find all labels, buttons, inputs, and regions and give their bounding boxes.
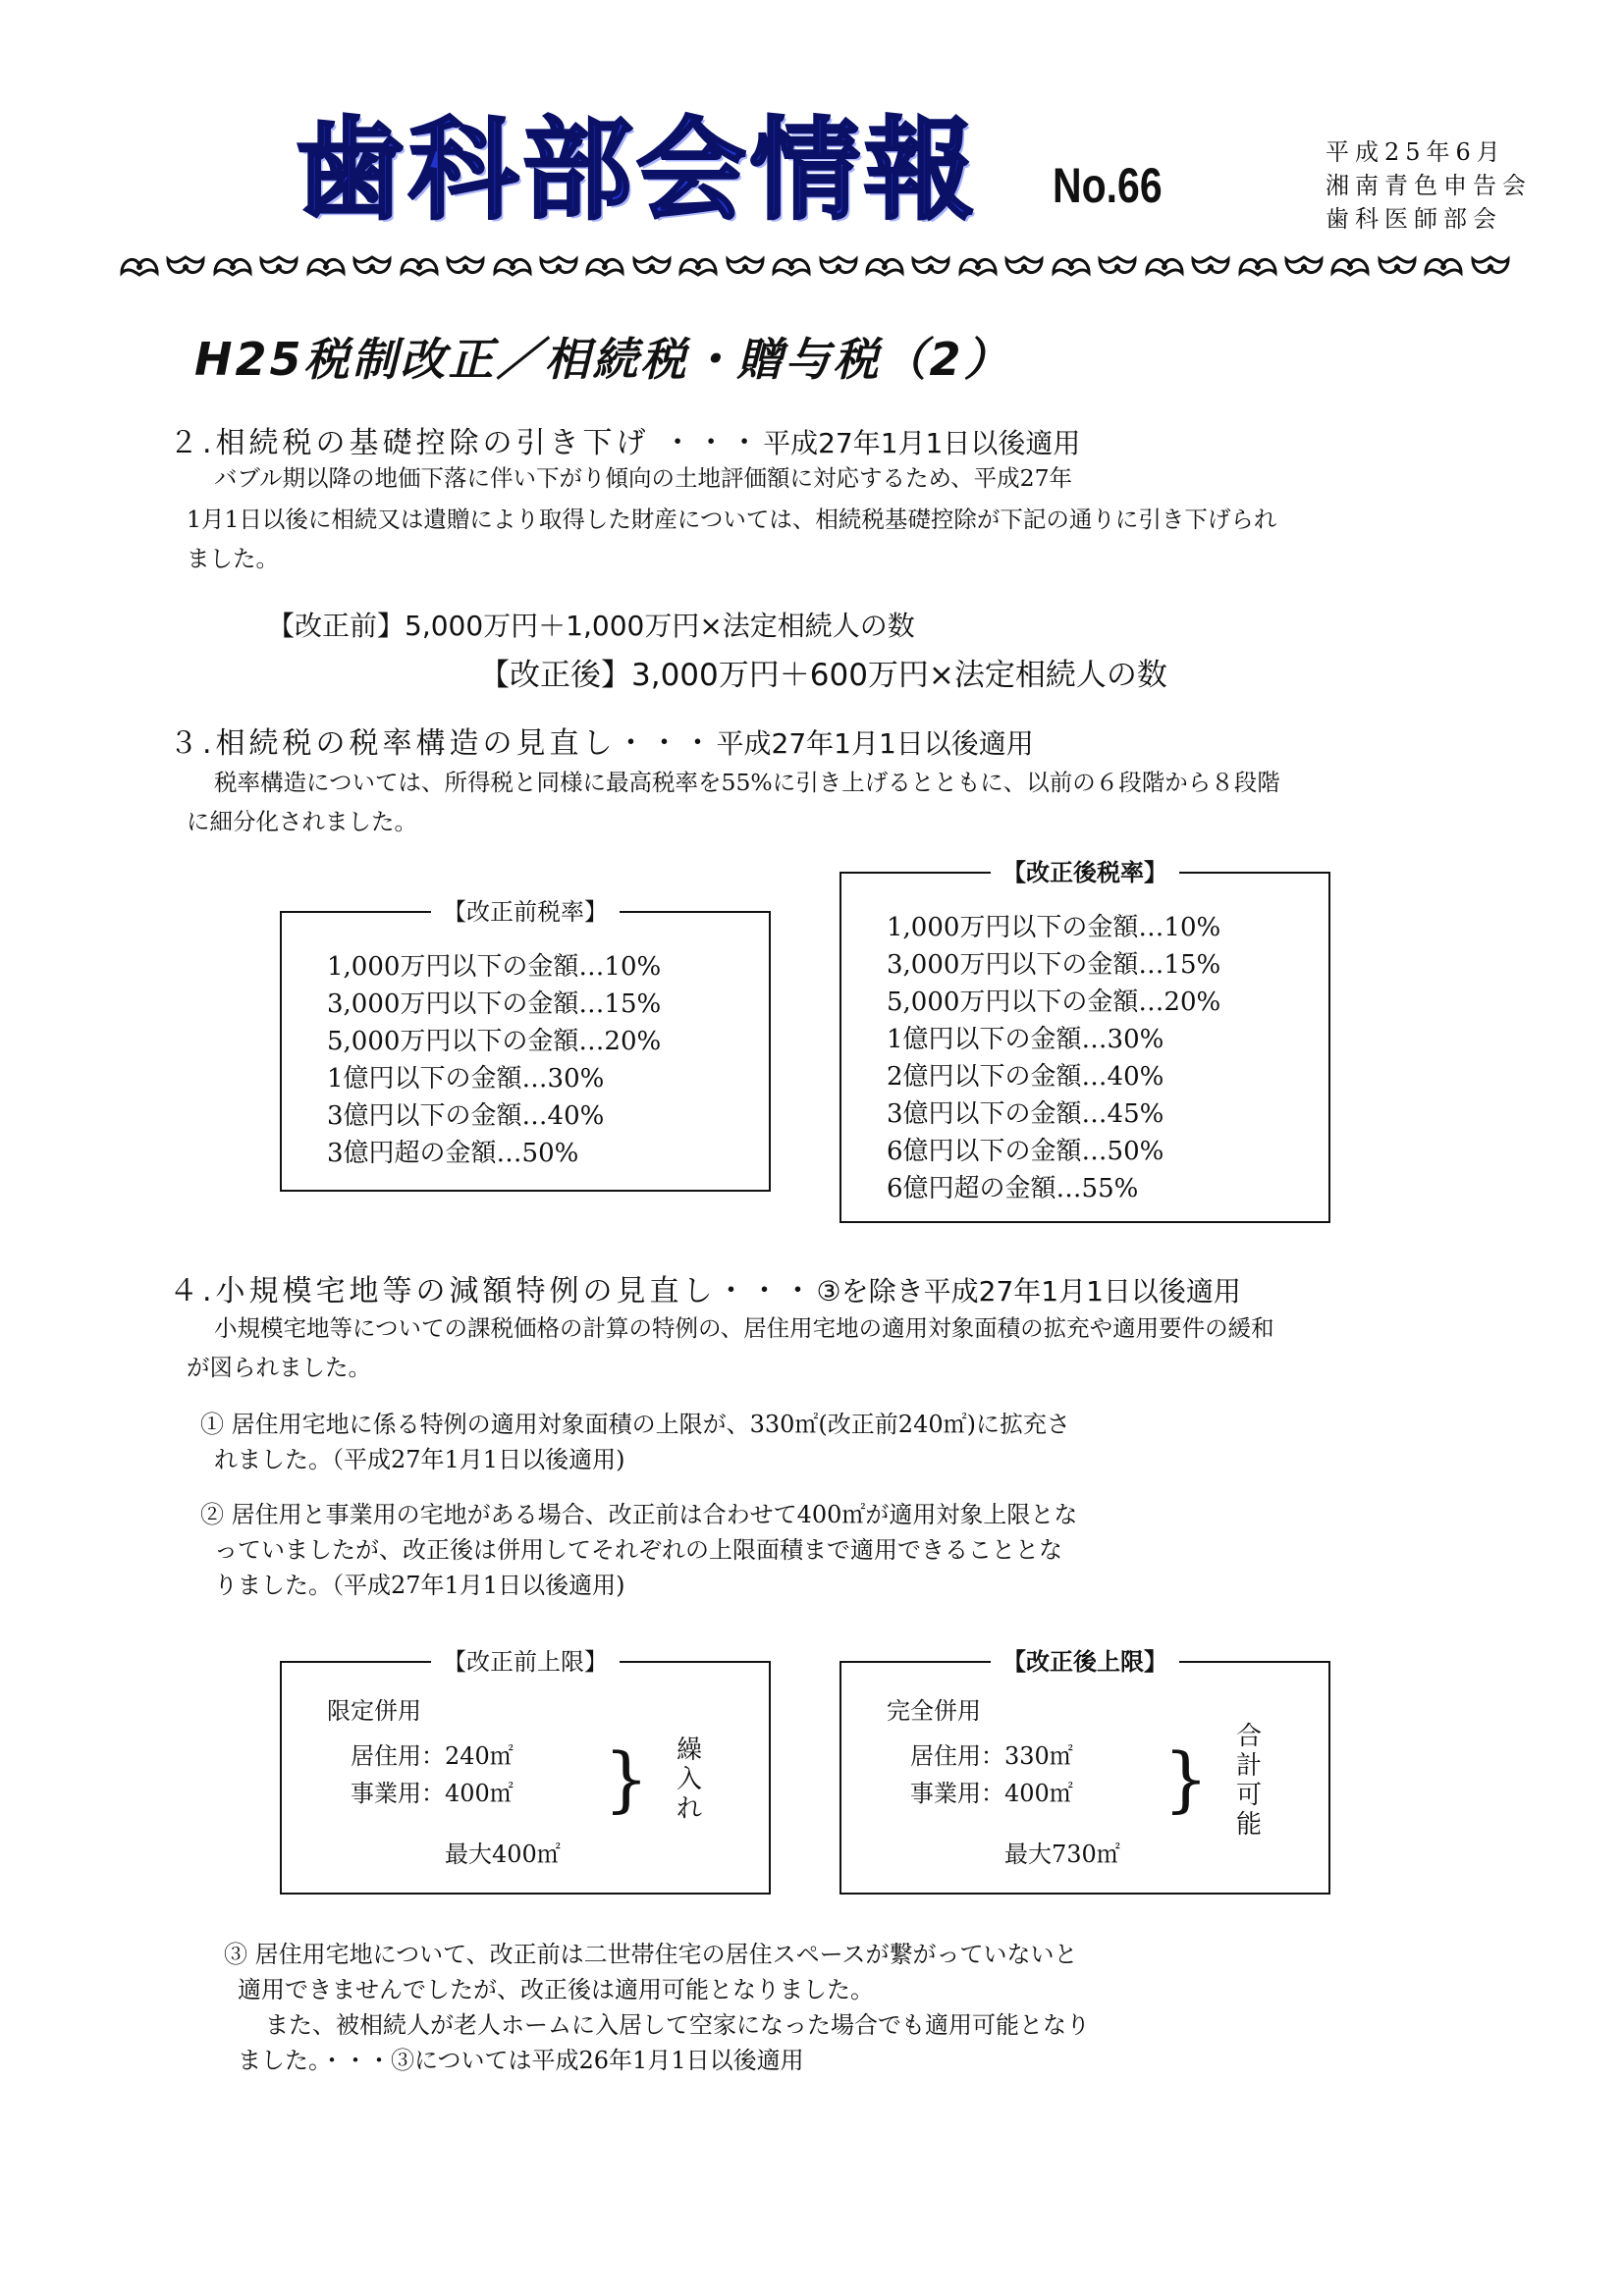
scroll-ornament-icon [1050, 251, 1093, 281]
masthead-title: 歯科部会情報 [295, 107, 978, 235]
section-4-paragraph-line-1: 小規模宅地等についての課税価格の計算の特例の、居住用宅地の適用対象面積の拡充や適用要件の緩和 [214, 1314, 1274, 1342]
scroll-ornament-icon [211, 251, 254, 281]
right-brace-icon: } [1164, 1737, 1209, 1820]
after-limit-residential: 居住用：330㎡ [910, 1742, 1073, 1770]
rate-row: 1億円以下の金額…30% [327, 1064, 605, 1094]
scroll-ornament-icon [770, 251, 813, 281]
section-3-heading-text: ３.相続税の税率構造の見直し・・・ [169, 726, 717, 761]
before-tax-rate-list [327, 948, 661, 1172]
item-3-line-1: ③ 居住用宅地について、改正前は二世帯住宅の居住スペースが繋がっていないと [224, 1941, 1078, 1968]
after-limit-note [1234, 1722, 1264, 1840]
scroll-ornament-icon [118, 251, 161, 281]
after-limit-max: 最大730㎡ [1004, 1841, 1120, 1868]
main-title: H25税制改正／相続税・贈与税（2） [194, 333, 1012, 386]
right-brace-icon: } [604, 1737, 649, 1820]
note-char: 入 [676, 1765, 702, 1794]
section-2-heading-text: ２.相続税の基礎控除の引き下げ ・・・ [169, 426, 764, 460]
section-4-heading [169, 1266, 1241, 1309]
after-tax-rate-title: 【改正後税率】 [991, 858, 1179, 886]
section-3-effective-date: 平成27年1月1日以後適用 [716, 727, 1034, 760]
rate-row: 6億円以下の金額…50% [887, 1137, 1164, 1166]
section-4-effective-date: ③を除き平成27年1月1日以後適用 [816, 1275, 1241, 1308]
scroll-ornament-icon [1002, 251, 1046, 281]
item-3-line-3: また、被相続人が老人ホームに入居して空家になった場合でも適用可能となり [265, 2011, 1090, 2039]
section-2-effective-date: 平成27年1月1日以後適用 [763, 427, 1081, 459]
scroll-ornament-icon [1189, 251, 1232, 281]
section-2-paragraph-line-2: 1月1日以後に相続又は遺贈により取得した財産については、相続税基礎控除が下記の通りに引き下げられ [187, 506, 1277, 533]
scroll-ornament-icon [1422, 251, 1465, 281]
before-tax-rate-box [280, 898, 771, 1192]
deduction-after-formula: 【改正後】3,000万円＋600万円×法定相続人の数 [479, 658, 1167, 693]
scroll-ornament-icon [817, 251, 860, 281]
scroll-ornament-icon [1469, 251, 1512, 281]
rate-row: 1,000万円以下の金額…10% [887, 913, 1221, 942]
deduction-before-formula: 【改正前】5,000万円＋1,000万円×法定相続人の数 [267, 610, 915, 642]
rate-row: 1億円以下の金額…30% [887, 1025, 1164, 1054]
publisher-association: 湘南青色申告会 [1326, 172, 1532, 199]
after-limit-title: 【改正後上限】 [991, 1647, 1179, 1676]
issue-date: 平成25年6月 [1326, 138, 1506, 166]
before-limit-residential: 居住用：240㎡ [351, 1742, 514, 1770]
section-2-paragraph-line-3: ました。 [187, 545, 279, 572]
rate-row: 3,000万円以下の金額…15% [887, 950, 1221, 980]
item-2-line-3: りました。（平成27年1月1日以後適用) [214, 1572, 625, 1599]
ornamental-border [118, 251, 1512, 287]
scroll-ornament-icon [863, 251, 906, 281]
rate-row: 3億円超の金額…50% [327, 1139, 579, 1168]
section-3-paragraph-line-1: 税率構造については、所得税と同様に最高税率を55%に引き上げるとともに、以前の６段階から８段階 [214, 769, 1280, 796]
before-limit-type: 限定併用 [327, 1697, 421, 1725]
rate-row: 1,000万円以下の金額…10% [327, 952, 662, 982]
section-4-heading-text: ４.小規模宅地等の減額特例の見直し・・・ [169, 1274, 817, 1308]
section-4-paragraph-line-2: が図られました。 [187, 1354, 371, 1381]
scroll-ornament-icon [1282, 251, 1326, 281]
note-char: 計 [1235, 1751, 1262, 1781]
publisher-block [1326, 135, 1532, 236]
note-char: 能 [1235, 1810, 1262, 1840]
item-1-line-1: ① 居住用宅地に係る特例の適用対象面積の上限が、330㎡(改正前240㎡)に拡充さ [200, 1411, 1070, 1438]
section-2-heading [169, 418, 1080, 461]
item-3-line-4: ました。・・・③については平成26年1月1日以後適用 [238, 2047, 804, 2074]
scroll-ornament-icon [583, 251, 626, 281]
scroll-ornament-icon [956, 251, 1000, 281]
item-2-line-1: ② 居住用と事業用の宅地がある場合、改正前は合わせて400㎡が適用対象上限とな [200, 1501, 1078, 1528]
scroll-ornament-icon [491, 251, 534, 281]
scroll-ornament-icon [909, 251, 952, 281]
scroll-ornament-icon [537, 251, 580, 281]
scroll-ornament-icon [1376, 251, 1419, 281]
rate-row: 6億円超の金額…55% [887, 1174, 1139, 1203]
scroll-ornament-icon [677, 251, 720, 281]
after-limit-type: 完全併用 [887, 1697, 981, 1725]
after-limit-box [839, 1647, 1330, 1895]
scroll-ornament-icon [164, 251, 207, 281]
scroll-ornament-icon [1236, 251, 1279, 281]
after-tax-rate-list [887, 909, 1220, 1207]
section-3-heading [169, 719, 1034, 762]
publisher-division: 歯科医師部会 [1326, 205, 1502, 233]
rate-row: 2億円以下の金額…40% [887, 1062, 1164, 1092]
scroll-ornament-icon [630, 251, 674, 281]
scroll-ornament-icon [724, 251, 767, 281]
item-1-line-2: れました。（平成27年1月1日以後適用) [214, 1446, 625, 1473]
after-limit-business: 事業用：400㎡ [910, 1780, 1073, 1807]
rate-row: 3億円以下の金額…40% [327, 1101, 605, 1131]
rate-row: 3億円以下の金額…45% [887, 1099, 1164, 1129]
scroll-ornament-icon [351, 251, 394, 281]
scroll-ornament-icon [1096, 251, 1139, 281]
before-limit-title: 【改正前上限】 [431, 1648, 620, 1676]
scroll-ornament-icon [444, 251, 487, 281]
rate-row: 5,000万円以下の金額…20% [327, 1027, 662, 1056]
before-limit-business: 事業用：400㎡ [351, 1780, 514, 1807]
scroll-ornament-icon [304, 251, 348, 281]
before-limit-note [675, 1735, 704, 1824]
scroll-ornament-icon [1143, 251, 1186, 281]
rate-row: 5,000万円以下の金額…20% [887, 988, 1221, 1017]
section-3-paragraph-line-2: に細分化されました。 [187, 808, 417, 835]
note-char: 繰 [676, 1735, 702, 1765]
note-char: れ [676, 1794, 702, 1824]
scroll-ornament-icon [1328, 251, 1372, 281]
before-limit-box [280, 1648, 771, 1895]
section-2-paragraph-line-1: バブル期以降の地価下落に伴い下がり傾向の土地評価額に対応するため、平成27年 [214, 464, 1073, 492]
item-3-line-2: 適用できませんでしたが、改正後は適用可能となりました。 [238, 1976, 874, 2003]
item-2-line-2: っていましたが、改正後は併用してそれぞれの上限面積まで適用できることとな [214, 1536, 1062, 1564]
before-tax-rate-title: 【改正前税率】 [431, 898, 620, 926]
issue-number: No.66 [1053, 158, 1163, 213]
scroll-ornament-icon [398, 251, 441, 281]
before-limit-max: 最大400㎡ [445, 1841, 561, 1868]
after-tax-rate-box [839, 858, 1330, 1223]
rate-row: 3,000万円以下の金額…15% [327, 989, 662, 1019]
note-char: 可 [1235, 1781, 1262, 1810]
scroll-ornament-icon [257, 251, 300, 281]
note-char: 合 [1235, 1722, 1262, 1751]
